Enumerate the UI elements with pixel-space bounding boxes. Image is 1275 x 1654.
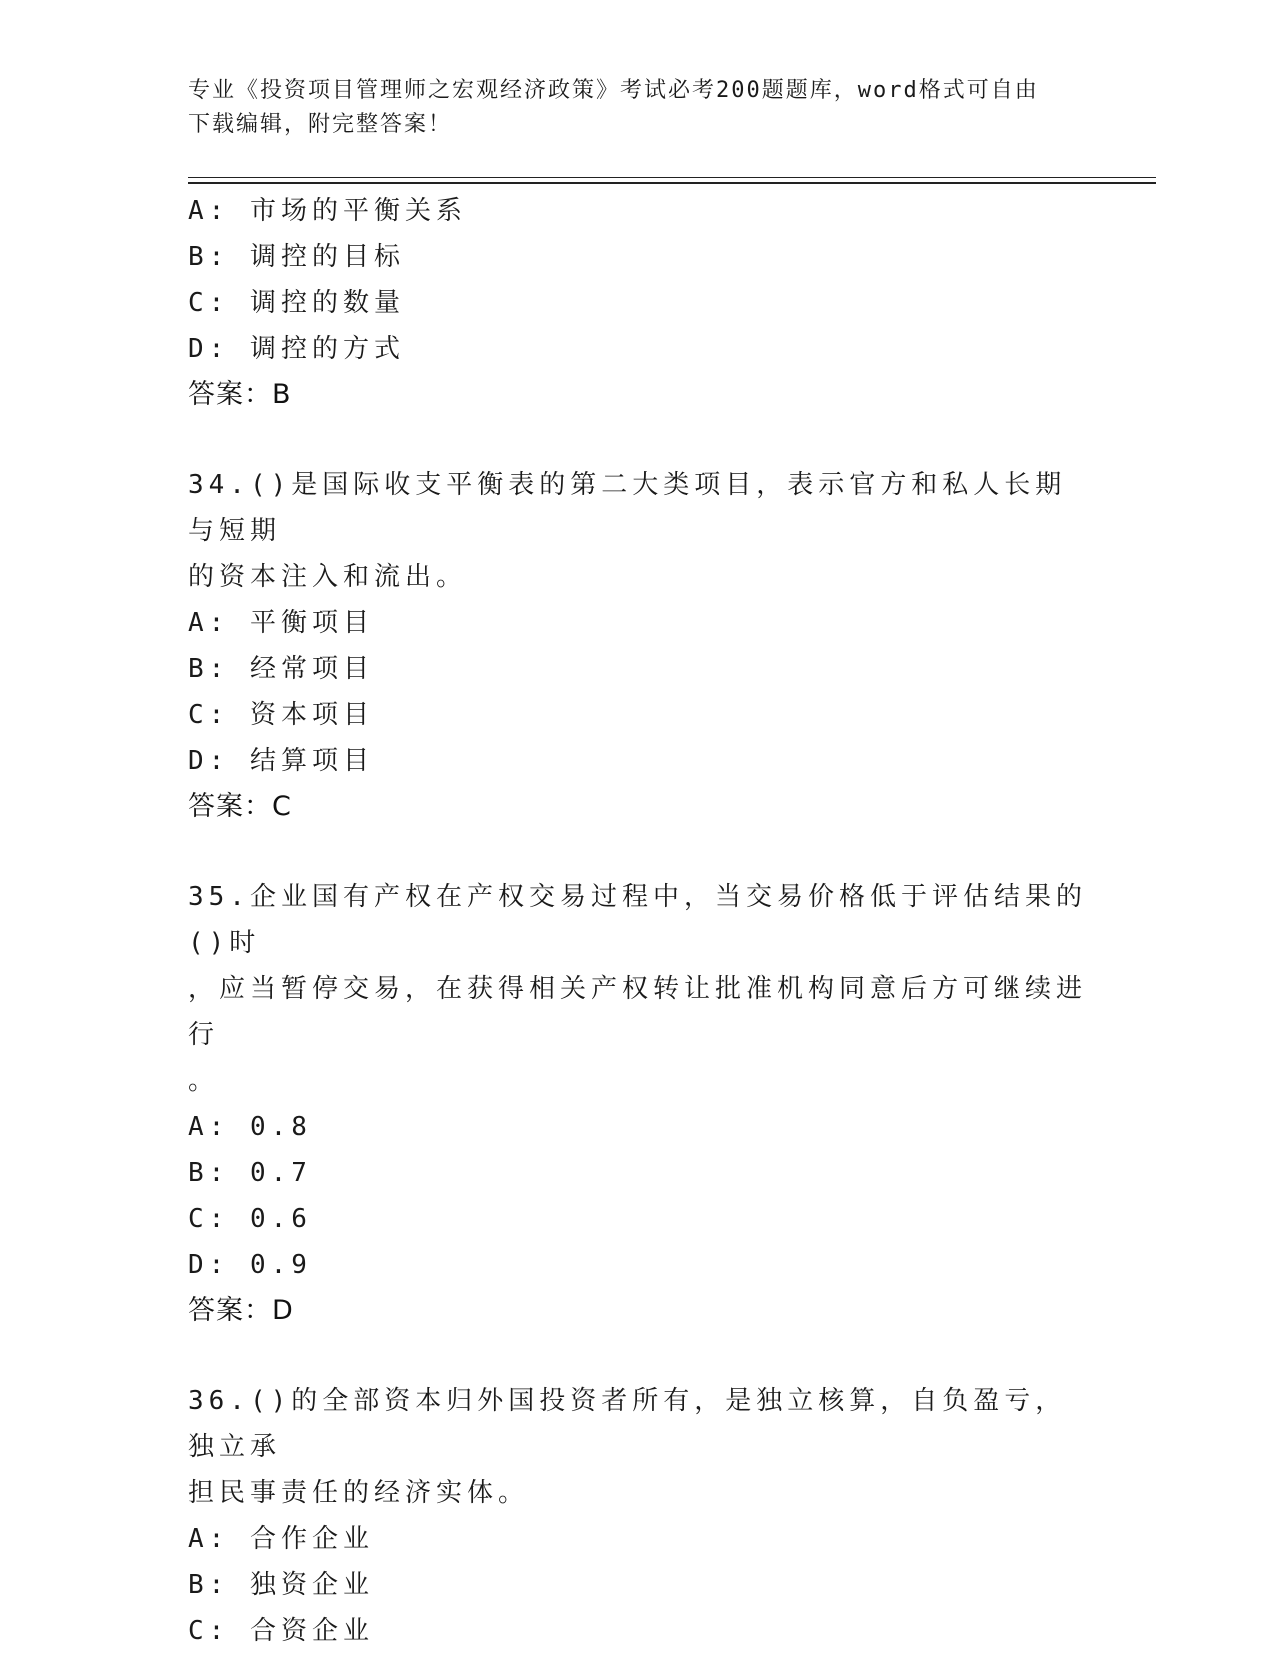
option-c: C: 0.6 (188, 1204, 312, 1234)
option-d: D: 结算项目 (188, 746, 374, 776)
answer-line: 答案：B (188, 379, 292, 410)
document-body (188, 188, 1088, 1654)
option-a: A: 合作企业 (188, 1524, 374, 1554)
question-text-line: 35.企业国有产权在产权交易过程中，当交易价格低于评估结果的()时 (188, 882, 1087, 958)
option-b: B: 独资企业 (188, 1570, 374, 1600)
question-36 (188, 1378, 1088, 1654)
question-text-line: 担民事责任的经济实体。 (188, 1478, 530, 1508)
answer-line: 答案：D (188, 1295, 294, 1326)
option-a: A: 0.8 (188, 1112, 312, 1142)
option-d: D: 0.9 (188, 1250, 312, 1280)
option-b: B: 经常项目 (188, 654, 374, 684)
question-text-line: 的资本注入和流出。 (188, 562, 468, 592)
option-d: D: 调控的方式 (188, 334, 405, 364)
option-b: B: 调控的目标 (188, 242, 405, 272)
question-34 (188, 462, 1088, 830)
option-a: A: 平衡项目 (188, 608, 374, 638)
question-35 (188, 874, 1088, 1334)
option-b: B: 0.7 (188, 1158, 312, 1188)
continued-question-block (188, 188, 1088, 418)
header-intro-line-1: 专业《投资项目管理师之宏观经济政策》考试必考200题题库，word格式可自由 (188, 78, 1039, 103)
question-text-line: 36.()的全部资本归外国投资者所有，是独立核算，自负盈亏，独立承 (188, 1386, 1067, 1462)
document-header (188, 74, 1088, 142)
answer-line: 答案：C (188, 791, 292, 822)
header-intro-line-2: 下载编辑，附完整答案！ (188, 112, 453, 137)
question-text-line: 34.()是国际收支平衡表的第二大类项目，表示官方和私人长期与短期 (188, 470, 1067, 546)
question-text-line: 。 (188, 1066, 220, 1096)
option-c: C: 调控的数量 (188, 288, 405, 318)
option-c: C: 合资企业 (188, 1616, 374, 1646)
option-a: A: 市场的平衡关系 (188, 196, 467, 226)
header-divider-thick (188, 182, 1156, 184)
option-c: C: 资本项目 (188, 700, 374, 730)
question-text-line: ，应当暂停交易，在获得相关产权转让批准机构同意后方可继续进行 (188, 974, 1088, 1050)
header-divider-thin (188, 177, 1156, 178)
